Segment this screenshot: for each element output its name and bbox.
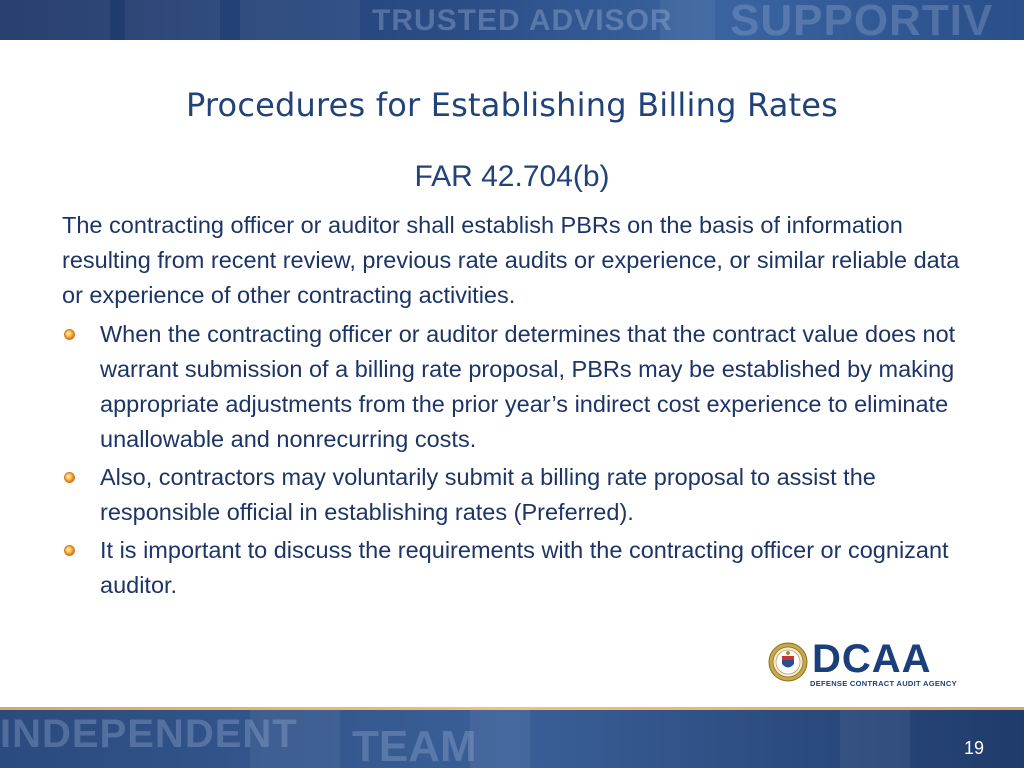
banner-block <box>470 710 530 768</box>
page-number: 19 <box>963 738 984 758</box>
bullet-text: It is important to discuss the requirements with the contracting officer or cognizant auditor. <box>100 537 949 598</box>
banner-word-trusted-advisor: TRUSTED ADVISOR <box>372 4 673 37</box>
banner-block <box>240 0 360 40</box>
banner-block <box>125 0 220 40</box>
banner-word-supportive: SUPPORTIV <box>730 0 994 40</box>
slide-title: Procedures for Establishing Billing Rates <box>185 86 839 124</box>
bullet-item <box>62 460 962 530</box>
bottom-banner <box>0 710 1024 768</box>
slide-subtitle: FAR 42.704(b) <box>414 160 610 193</box>
logo-text: DCAA <box>812 637 932 681</box>
banner-block <box>0 0 110 40</box>
slide-body <box>62 208 962 606</box>
bullet-text: When the contracting officer or auditor determines that the contract value does not warrant submission of a billing rate proposal, PBRs may be established by making appropriate adjustments from the prior year’s indirect cost experience to eliminate unallowable and nonrecurring costs. <box>100 321 956 452</box>
bullet-item <box>62 317 962 457</box>
banner-word-independent: INDEPENDENT <box>0 712 298 756</box>
bullet-dot-icon <box>64 329 75 340</box>
dcaa-logo <box>768 637 968 691</box>
bullet-item <box>62 533 962 603</box>
top-banner <box>0 0 1024 40</box>
bullet-text: Also, contractors may voluntarily submit a billing rate proposal to assist the responsible official in establishing rates (Preferred). <box>100 464 876 525</box>
intro-paragraph: The contracting officer or auditor shall establish PBRs on the basis of information resulting from recent review, previous rate audits or experience, or similar reliable data or experience of other contracting activities. <box>62 212 960 308</box>
bullet-list <box>62 317 962 603</box>
dcaa-seal-icon <box>768 642 808 682</box>
bullet-dot-icon <box>64 545 75 556</box>
banner-block <box>840 710 910 768</box>
logo-tagline: DEFENSE CONTRACT AUDIT AGENCY <box>810 679 957 688</box>
bullet-dot-icon <box>64 472 75 483</box>
banner-word-team: TEAM <box>352 722 477 768</box>
